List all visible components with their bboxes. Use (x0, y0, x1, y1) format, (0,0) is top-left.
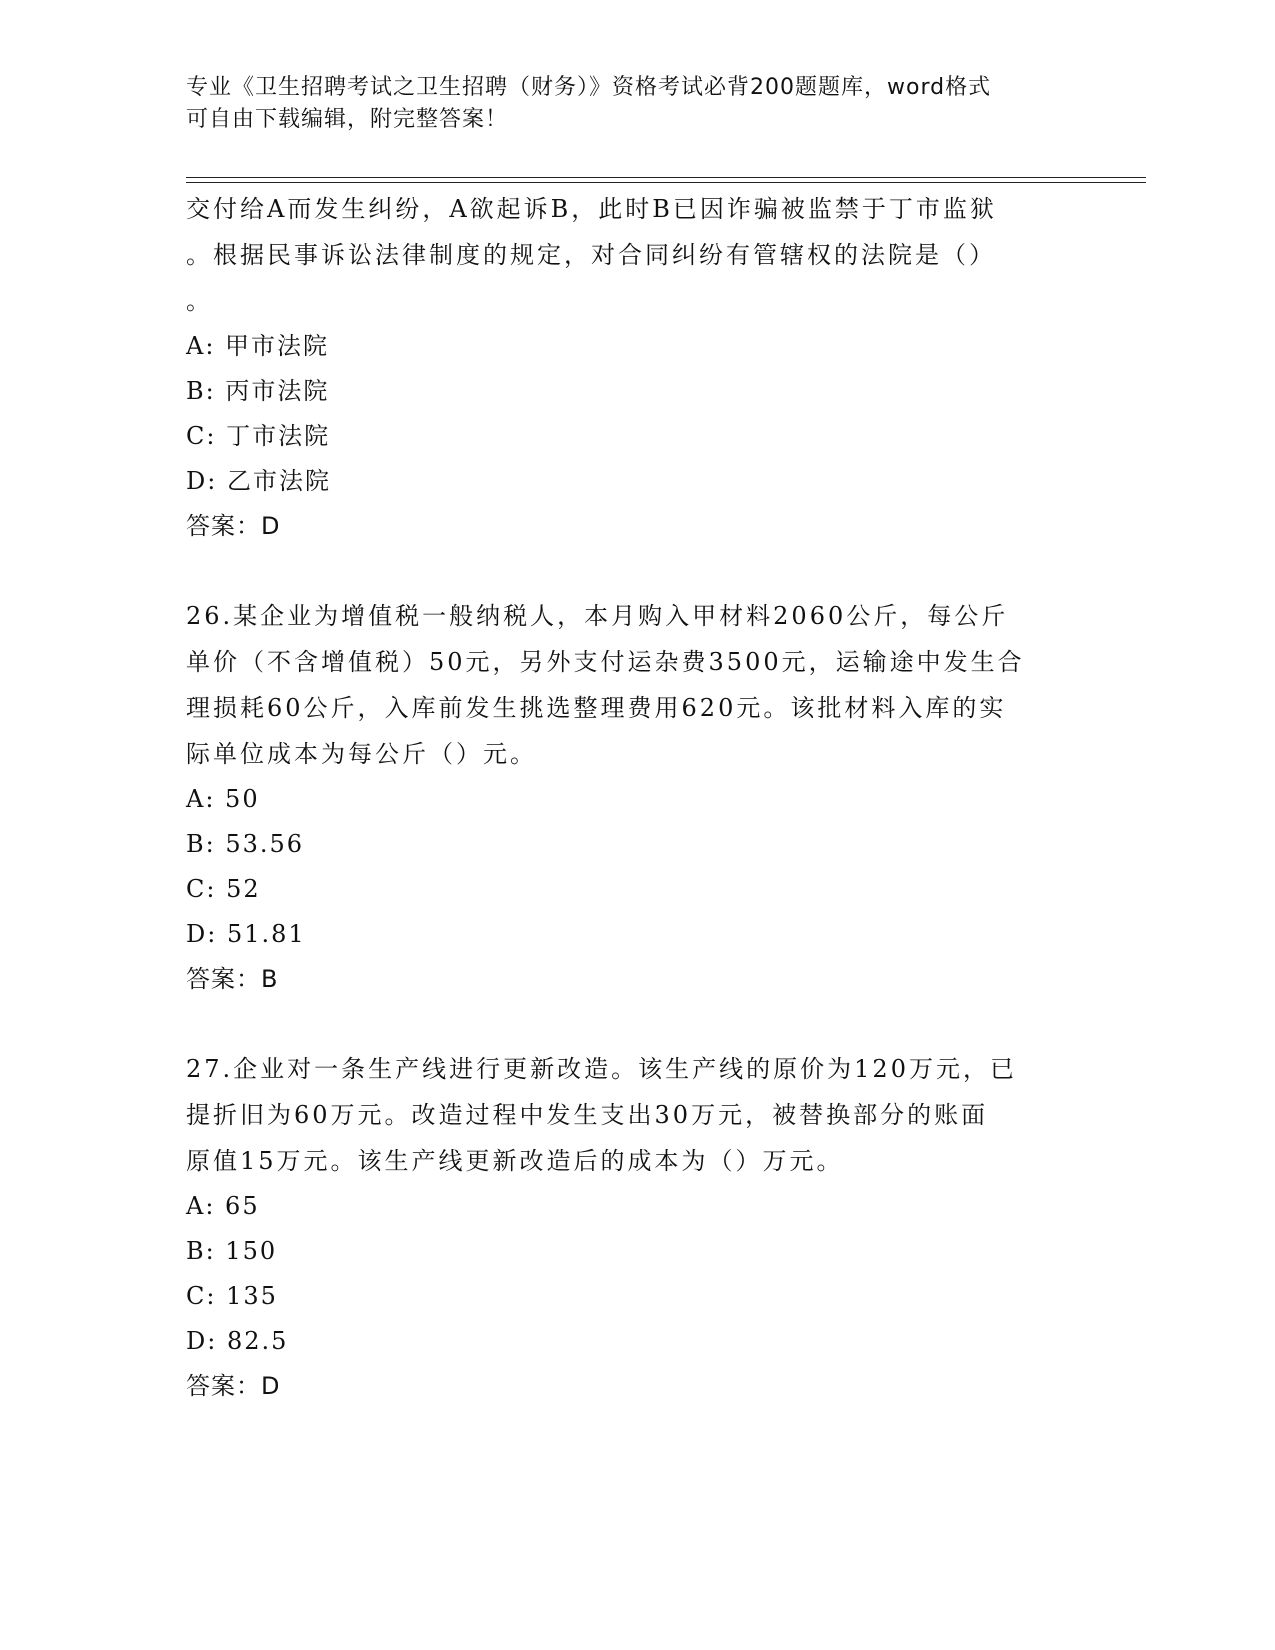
header-line-1: 专业《卫生招聘考试之卫生招聘（财务）》资格考试必背200题题库，word格式 (186, 75, 992, 100)
option-b: B: 53.56 (186, 830, 305, 858)
header-divider-top (186, 177, 1146, 178)
question-text-line: 原值15万元。该生产线更新改造后的成本为（）万元。 (186, 1147, 844, 1175)
option-a: A: 甲市法院 (186, 332, 330, 360)
option-d: D: 82.5 (186, 1327, 289, 1355)
answer: 答案：B (186, 965, 279, 993)
option-a: A: 50 (186, 785, 260, 813)
option-c: C: 丁市法院 (186, 422, 331, 450)
question-text-line: 。 (186, 287, 213, 315)
question-25 (186, 186, 1086, 549)
question-text-line: 。根据民事诉讼法律制度的规定，对合同纠纷有管辖权的法院是（） (186, 241, 996, 269)
question-27 (186, 1046, 1086, 1409)
option-b: B: 丙市法院 (186, 377, 330, 405)
answer: 答案：D (186, 1372, 281, 1400)
question-text-line: 交付给A而发生纠纷，A欲起诉B，此时B已因诈骗被监禁于丁市监狱 (186, 195, 997, 223)
header-line-2: 可自由下载编辑，附完整答案！ (186, 107, 509, 132)
spacer (186, 1002, 1086, 1046)
question-26 (186, 593, 1086, 1002)
question-text-line: 提折旧为60万元。改造过程中发生支出30万元，被替换部分的账面 (186, 1101, 989, 1129)
document-header (186, 72, 1066, 136)
option-d: D: 51.81 (186, 920, 306, 948)
question-text-line: 26.某企业为增值税一般纳税人，本月购入甲材料2060公斤，每公斤 (186, 602, 1009, 630)
option-c: C: 135 (186, 1282, 278, 1310)
question-text-line: 单价（不含增值税）50元，另外支付运杂费3500元，运输途中发生合 (186, 648, 1025, 676)
question-text-line: 际单位成本为每公斤（）元。 (186, 740, 537, 768)
option-b: B: 150 (186, 1237, 278, 1265)
option-c: C: 52 (186, 875, 261, 903)
document-content (186, 186, 1086, 1409)
header-divider-bottom (186, 182, 1146, 183)
spacer (186, 549, 1086, 593)
question-text-line: 27.企业对一条生产线进行更新改造。该生产线的原价为120万元，已 (186, 1055, 1017, 1083)
answer: 答案：D (186, 512, 281, 540)
question-text-line: 理损耗60公斤，入库前发生挑选整理费用620元。该批材料入库的实 (186, 694, 1007, 722)
option-d: D: 乙市法院 (186, 467, 331, 495)
option-a: A: 65 (186, 1192, 260, 1220)
